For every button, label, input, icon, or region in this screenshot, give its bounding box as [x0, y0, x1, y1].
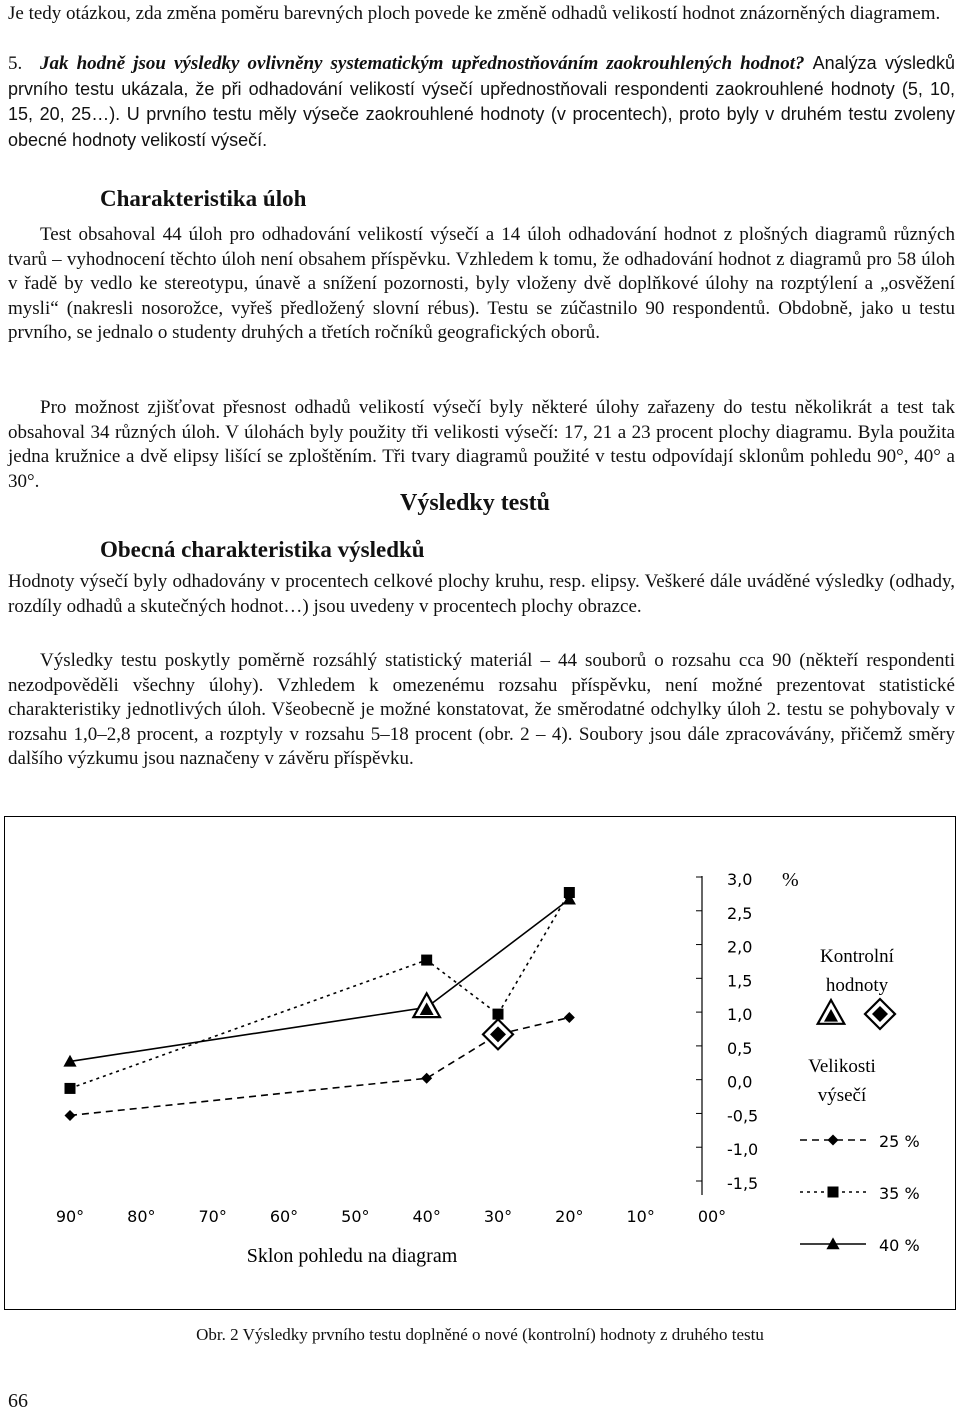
paragraph-results: Výsledky testu poskytly poměrně rozsáhlý statistický materiál – 44 souborů o rozsahu cca 90 (někteří respondenti nezodpověděli všechny úlohy). Vzhledem k omezenému rozsahu příspěvku, není možné prezentovat statistické charakteristiky jednotlivých úloh. Všeobecně je možné konstatovat, že směrodatné odchylky úloh 2. testu se pohybovaly v rozsahu 1,0–2,8 procent, a rozptyly v rozsahu 5–18 procent (obr. 2 – 4). Soubory jsou dále zpracovávány, přičemž směry dalšího výzkumu jsou naznačeny v závěru příspěvku. — [8, 650, 955, 770]
series-1-point — [564, 1012, 575, 1023]
x-tick-label: 10° — [626, 1207, 655, 1226]
series-2-point — [65, 1083, 76, 1094]
question-title: Jak hodně jsou výsledky ovlivněny systematickým upřednostňováním zaokrouhlených hodnot? — [40, 53, 805, 74]
x-tick-label: 60° — [269, 1207, 299, 1226]
paragraph-accuracy: Pro možnost zjišťovat přesnost odhadů velikostí výsečí byly některé úlohy zařazeny do testu několikrát a test tak obsahoval 34 různých úloh. V úlohách byly použity tři velikosti výsečí: 17, 21 a 23 procent plochy diagramu. Byla použita jedna kružnice a dvě elipsy lišící se zploštěním. Tři tvary diagramů použité v testu odpovídají sklonům pohledu 90°, 40° a 30°. — [8, 397, 955, 492]
control-markers — [413, 993, 513, 1049]
series-2-point — [421, 955, 432, 966]
series-line-2 — [70, 893, 569, 1089]
legend-label-1: 25 % — [879, 1132, 920, 1151]
legend-control-title-1: Kontrolní — [820, 946, 894, 967]
y-tick-label: -0,5 — [727, 1106, 759, 1126]
x-tick-label: 40° — [412, 1207, 441, 1226]
y-tick-label: 1,0 — [727, 1005, 753, 1025]
x-tick-label: 80° — [127, 1207, 156, 1226]
heading-charakteristika: Charakteristika úloh — [100, 186, 307, 211]
series-1-point — [421, 1073, 432, 1084]
paragraph-intro: Je tedy otázkou, zda změna poměru barevných ploch povede ke změně odhadů velikostí hodnot znázorněných diagramem. — [8, 3, 941, 24]
legend-control-triangle — [818, 1000, 845, 1024]
page-number: 66 — [8, 1390, 28, 1412]
legend-series — [800, 1132, 920, 1255]
y-tick-label: -1,0 — [727, 1140, 759, 1160]
series-lines — [70, 893, 569, 1116]
y-tick-label: 0,0 — [727, 1072, 753, 1092]
y-tick-marks — [696, 877, 702, 1181]
y-tick-labels — [727, 870, 758, 1193]
legend-sizes-title-1: Velikosti — [808, 1056, 876, 1077]
y-unit-label: % — [782, 869, 799, 891]
x-axis-title: Sklon pohledu na diagram — [246, 1245, 458, 1267]
legend-control-title-2: hodnoty — [825, 975, 889, 996]
legend-label-2: 35 % — [879, 1184, 920, 1203]
heading-obecna: Obecná charakteristika výsledků — [100, 537, 425, 562]
legend-label-3: 40 % — [879, 1236, 920, 1255]
series-1-point — [65, 1110, 76, 1121]
x-tick-labels — [56, 1207, 726, 1226]
y-tick-label: 2,0 — [727, 937, 753, 957]
paragraph-values: Hodnoty výsečí byly odhadovány v procentech celkové plochy kruhu, resp. elipsy. Veškeré dále uváděné výsledky (odhady, rozdíly odhadů a skutečných hodnot…) jsou uvedeny v procentech plochy obrazce. — [8, 571, 955, 617]
legend — [800, 946, 920, 1255]
legend-control-icons — [818, 999, 895, 1029]
figure-caption: Obr. 2 Výsledky prvního testu doplněné o nové (kontrolní) hodnoty z druhého testu — [196, 1325, 764, 1344]
legend-marker-1 — [828, 1135, 839, 1146]
y-tick-label: -1,5 — [727, 1174, 759, 1193]
control-point-triangle-hollow — [413, 993, 440, 1017]
legend-marker-2 — [828, 1187, 839, 1198]
question-body: Analýza výsledků prvního testu ukázala, že při odhadování velikostí výsečí upřednostňovali respondenti zaokrouhlené hodnoty (5, 10, 15, 20, 25…). U prvního testu měly výseče zaokrouhlené hodnoty (v procentech), proto byly v druhém testu zvoleny obecné hodnoty velikostí výsečí. — [8, 53, 956, 150]
y-tick-label: 0,5 — [727, 1038, 753, 1058]
x-tick-label: 30° — [483, 1207, 513, 1226]
heading-vysledky: Výsledky testů — [400, 490, 551, 516]
legend-control-diamond — [865, 999, 895, 1029]
control-point-diamond-hollow — [483, 1019, 513, 1049]
x-tick-label: 90° — [55, 1207, 85, 1226]
y-tick-label: 3,0 — [727, 870, 753, 889]
x-tick-label: 00° — [697, 1207, 727, 1226]
paragraph-tasks: Test obsahoval 44 úloh pro odhadování velikostí výsečí a 14 úloh odhadování hodnot z plošných diagramů různých tvarů – vyhodnocení těchto úloh není obsahem příspěvku. Vzhledem k tomu, že odhadování hodnot z diagramů pro 58 úloh v řadě by vedlo ke stereotypu, únavě a snížení pozornosti, byly vloženy dvě doplňkové úlohy na rozptýlení a „osvěžení mysli“ (nakresli nosorožce, vyřeš předložený slovní rébus). Testu se zúčastnilo 90 respondentů. Obdobně, jako u testu prvního, se jednalo o studenty druhých a třetích ročníků geografických oborů. — [8, 224, 955, 344]
x-tick-label: 20° — [555, 1207, 584, 1226]
y-tick-label: 1,5 — [727, 971, 753, 991]
legend-sizes-title-2: výsečí — [817, 1085, 867, 1106]
series-markers — [63, 887, 576, 1121]
question-number: 5. — [8, 53, 23, 74]
y-tick-label: 2,5 — [727, 903, 753, 923]
x-tick-label: 70° — [198, 1207, 227, 1226]
x-tick-label: 50° — [341, 1207, 370, 1226]
